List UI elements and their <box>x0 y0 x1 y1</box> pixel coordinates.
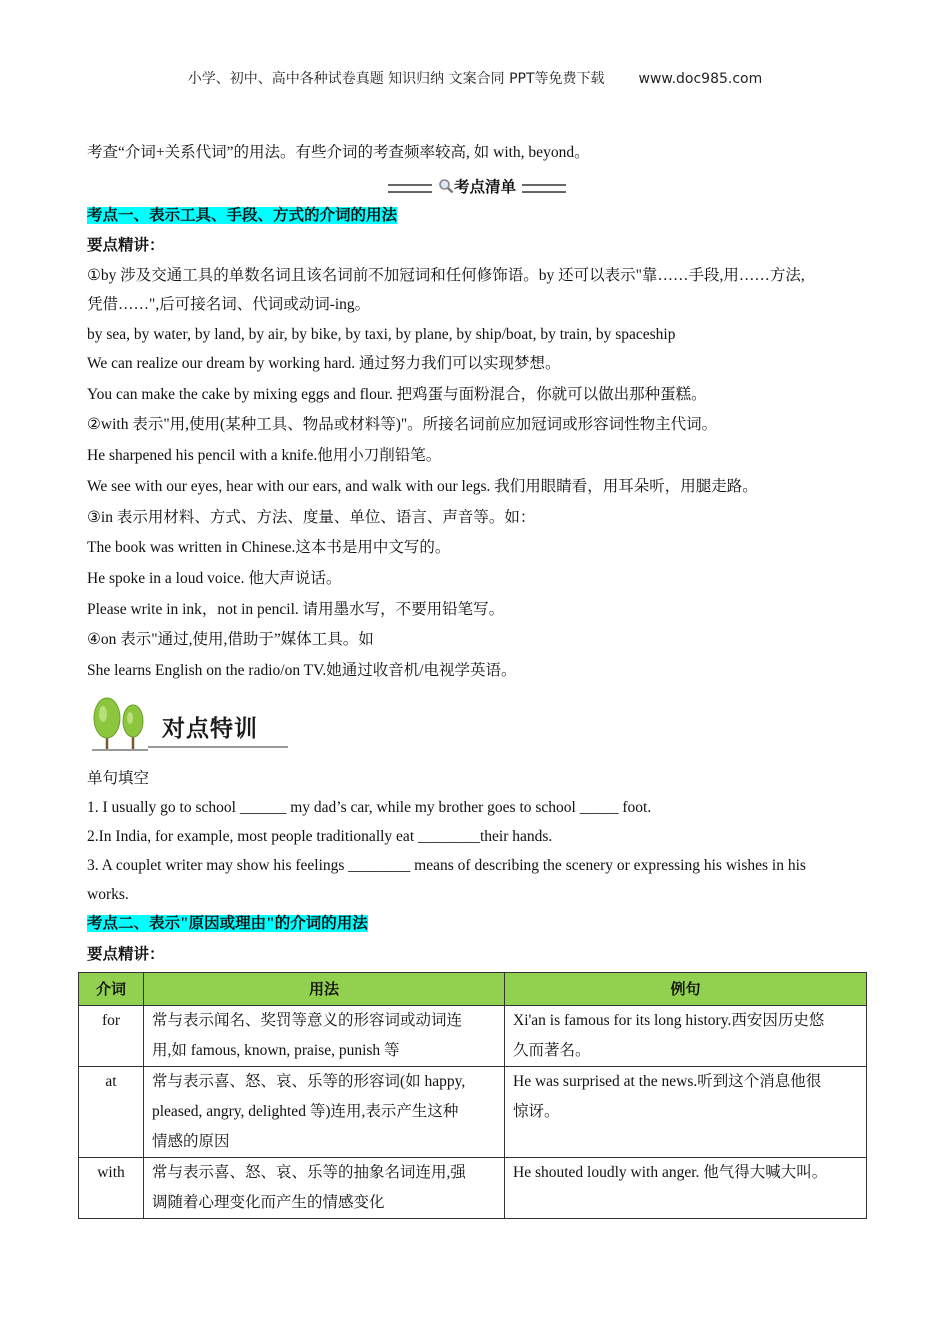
table-header: 用法 <box>144 973 505 1006</box>
section1-heading: 考点一、表示工具、手段、方式的介词的用法 <box>87 207 398 224</box>
table-header: 介词 <box>79 973 144 1006</box>
s1-line: 凭借……",后可接名词、代词或动词-ing。 <box>87 296 371 313</box>
s1-line: The book was written in Chinese.这本书是用中文写的。 <box>87 539 451 556</box>
banner-underline <box>148 746 288 748</box>
s1-line: We can realize our dream by working hard. 通过努力我们可以实现梦想。 <box>87 355 561 372</box>
title-rule-left <box>388 184 432 193</box>
list-title-bar <box>87 175 867 199</box>
training-banner-title: 对点特训 <box>162 716 258 742</box>
table-row <box>79 1006 867 1067</box>
title-rule-right <box>522 184 566 193</box>
training-line: 单句填空 <box>87 770 150 787</box>
section2-subheading: 要点精讲： <box>87 946 165 963</box>
table-cell-prep: with <box>79 1158 144 1219</box>
s1-line: He spoke in a loud voice. 他大声说话。 <box>87 570 342 587</box>
s1-line: He sharpened his pencil with a knife.他用小刀削铅笔。 <box>87 447 442 464</box>
header-site: www.doc985.com <box>638 71 763 87</box>
s1-line: ④on 表示"通过,使用,借助于”媒体工具。如 <box>87 631 374 648</box>
s1-line: ①by 涉及交通工具的单数名词且该名词前不加冠词和任何修饰语。by 还可以表示"靠……手段,用……方法, <box>87 267 805 284</box>
table-cell-example: He shouted loudly with anger. 他气得大喊大叫。 <box>505 1158 867 1219</box>
training-line: 1. I usually go to school ______ my dad’s car, while my brother goes to school _____ foot. <box>87 799 652 816</box>
table-cell-example: Xi'an is famous for its long history.西安因历史悠 久而著名。 <box>505 1006 867 1067</box>
s1-line: You can make the cake by mixing eggs and flour. 把鸡蛋与面粉混合，你就可以做出那种蛋糕。 <box>87 386 707 403</box>
table-header-row <box>79 973 867 1006</box>
magnifier-icon <box>438 178 454 199</box>
page-header <box>0 68 950 88</box>
header-text: 小学、初中、高中各种试卷真题 知识归纳 文案合同 PPT等免费下载 <box>187 71 605 87</box>
s1-line: Please write in ink，not in pencil. 请用墨水写，不要用铅笔写。 <box>87 601 505 618</box>
s1-line: ②with 表示"用,使用(某种工具、物品或材料等)"。所接名词前应加冠词或形容词性物主代词。 <box>87 416 718 433</box>
training-line: 2.In India, for example, most people traditionally eat ________their hands. <box>87 828 553 845</box>
reason-prepositions-table <box>78 972 867 1219</box>
s1-line: She learns English on the radio/on TV.她通过收音机/电视学英语。 <box>87 662 517 679</box>
training-line: works. <box>87 886 129 903</box>
tree-icon <box>90 694 150 752</box>
table-cell-usage: 常与表示喜、怒、哀、乐等的形容词(如 happy, pleased, angry, delighted 等)连用,表示产生这种 情感的原因 <box>144 1067 505 1158</box>
training-banner <box>90 694 290 752</box>
intro-text: 考查“介词+关系代词”的用法。有些介词的考查频率较高, 如 with, beyond。 <box>87 144 590 161</box>
section1-subheading: 要点精讲： <box>87 237 165 254</box>
s1-line: by sea, by water, by land, by air, by bike, by taxi, by plane, by ship/boat, by train, by spaceship <box>87 326 676 343</box>
table-cell-prep: for <box>79 1006 144 1067</box>
table-cell-usage: 常与表示喜、怒、哀、乐等的抽象名词连用,强 调随着心理变化而产生的情感变化 <box>144 1158 505 1219</box>
s1-line: We see with our eyes, hear with our ears, and walk with our legs. 我们用眼睛看，用耳朵听，用腿走路。 <box>87 478 758 495</box>
table-row <box>79 1067 867 1158</box>
table-cell-example: He was surprised at the news.听到这个消息他很 惊讶。 <box>505 1067 867 1158</box>
s1-line: ③in 表示用材料、方式、方法、度量、单位、语言、声音等。如： <box>87 509 536 526</box>
table-header: 例句 <box>505 973 867 1006</box>
list-title: 考点清单 <box>453 179 516 196</box>
table-cell-prep: at <box>79 1067 144 1158</box>
table-row <box>79 1158 867 1219</box>
table-cell-usage: 常与表示闻名、奖罚等意义的形容词或动词连 用,如 famous, known, praise, punish 等 <box>144 1006 505 1067</box>
section2-heading: 考点二、表示"原因或理由"的介词的用法 <box>87 915 368 932</box>
training-line: 3. A couplet writer may show his feelings ________ means of describing the scenery or expressing his wishes in his <box>87 857 806 874</box>
